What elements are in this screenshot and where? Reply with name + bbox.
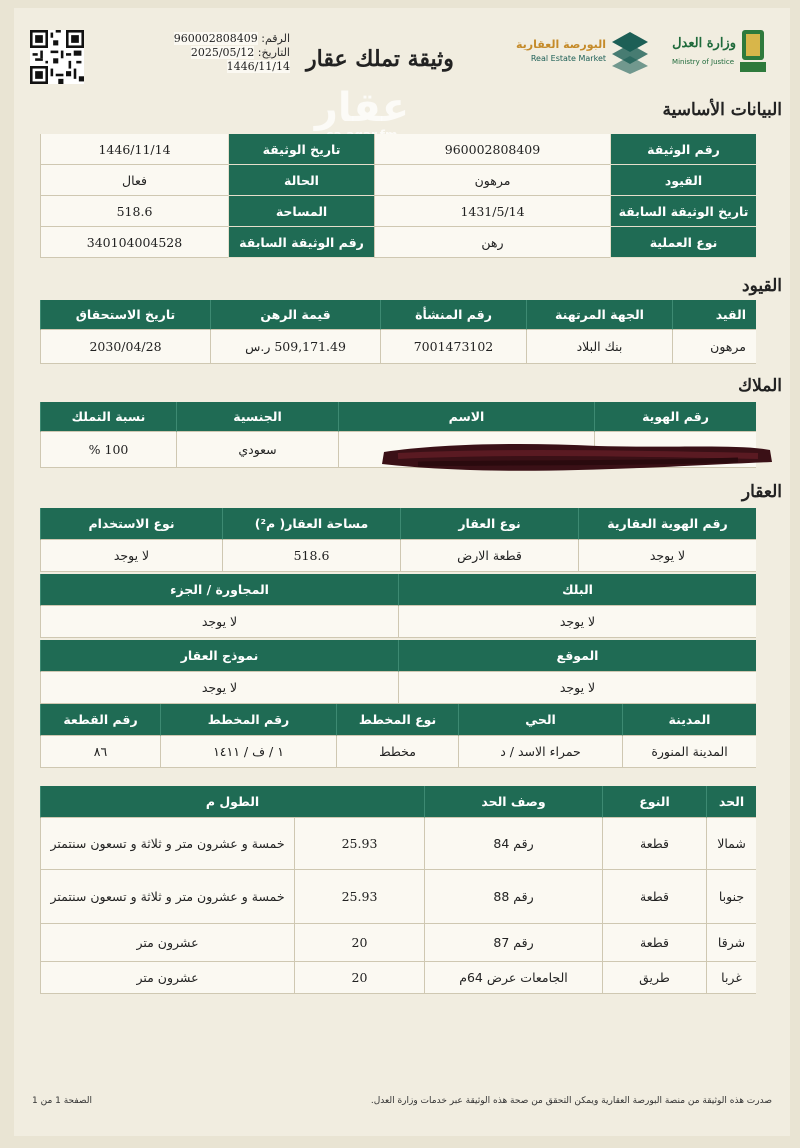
qr-code-icon (30, 30, 84, 84)
border-length: 20 (294, 924, 424, 962)
border-length-words: عشرون متر (40, 962, 294, 994)
border-desc: رقم 84 (424, 818, 602, 870)
ministry-logo-en: Ministry of Justice (672, 58, 734, 66)
border-type: طريق (602, 962, 706, 994)
border-type: قطعة (602, 924, 706, 962)
model-value: لا يوجد (40, 672, 398, 704)
border-side: جنوبا (706, 870, 756, 924)
plan-cell: المدينة المنورة (622, 736, 756, 768)
location-value: لا يوجد (398, 672, 756, 704)
owners-header: نسبة التملك (40, 402, 176, 432)
property-cell: 518.6 (222, 540, 400, 572)
model-label: نموذج العقار (40, 640, 398, 672)
basic-value: فعال (40, 165, 228, 196)
basic-value: 960002808409 (374, 134, 610, 165)
real-estate-logo-ar: البورصة العقارية (515, 38, 606, 51)
restrictions-header: القيد (672, 300, 756, 330)
property-heading: العقار (741, 482, 782, 502)
property-cell: قطعة الارض (400, 540, 578, 572)
watermark-text: عقار (314, 85, 410, 131)
border-side: غربا (706, 962, 756, 994)
basic-label: نوع العملية (610, 227, 756, 258)
page-number: الصفحة 1 من 1 (32, 1096, 92, 1106)
basic-value: 1446/11/14 (40, 134, 228, 165)
block-value: لا يوجد (398, 606, 756, 638)
owners-heading: الملاك (738, 376, 782, 396)
document-page (14, 8, 790, 1136)
meta-date-label: التاريخ: (257, 46, 290, 59)
meta-number-label: الرقم: (261, 32, 290, 45)
restrictions-cell: 7001473102 (380, 330, 526, 364)
real-estate-logo-icon (610, 30, 650, 74)
meta-date-gregorian: 2025/05/12 (190, 46, 255, 59)
border-desc: الجامعات عرض 64م (424, 962, 602, 994)
plan-header: نوع المخطط (336, 704, 458, 736)
borders-header: الطول م (40, 786, 424, 818)
restrictions-header: رقم المنشأة (380, 300, 526, 330)
owner-nationality-cell: سعودي (176, 432, 338, 468)
basic-label: القيود (610, 165, 756, 196)
borders-header: وصف الحد (424, 786, 602, 818)
restrictions-cell: بنك البلاد (526, 330, 672, 364)
restrictions-cell: مرهون (672, 330, 756, 364)
redaction-mark (378, 434, 776, 478)
border-length: 25.93 (294, 870, 424, 924)
plan-cell: حمراء الاسد / د (458, 736, 622, 768)
border-length-words: عشرون متر (40, 924, 294, 962)
basic-value: مرهون (374, 165, 610, 196)
restrictions-cell: 509,171.49 ر.س (210, 330, 380, 364)
property-header: مساحة العقار( م²) (222, 508, 400, 540)
border-length: 25.93 (294, 818, 424, 870)
border-desc: رقم 88 (424, 870, 602, 924)
basic-value: 1431/5/14 (374, 196, 610, 227)
restrictions-header: الجهة المرتهنة (526, 300, 672, 330)
border-type: قطعة (602, 818, 706, 870)
location-label: الموقع (398, 640, 756, 672)
property-cell: لا يوجد (40, 540, 222, 572)
borders-header: النوع (602, 786, 706, 818)
basic-value: 518.6 (40, 196, 228, 227)
ministry-logo-ar: وزارة العدل (672, 36, 736, 51)
basic-label: رقم الوثيقة (610, 134, 756, 165)
property-header: نوع العقار (400, 508, 578, 540)
border-side: شرقا (706, 924, 756, 962)
border-length: 20 (294, 962, 424, 994)
border-length-words: خمسة و عشرون متر و ثلاثة و تسعون سنتمتر (40, 870, 294, 924)
real-estate-logo-en: Real Estate Market (530, 54, 606, 63)
border-type: قطعة (602, 870, 706, 924)
footer-note: صدرت هذه الوثيقة من منصة البورصة العقارية ويمكن التحقق من صحة هذه الوثيقة عبر خدمات وزارة العدل. (370, 1096, 772, 1106)
real-estate-market-logo (510, 30, 650, 74)
neighbor-value: لا يوجد (40, 606, 398, 638)
basic-label: رقم الوثيقة السابقة (228, 227, 374, 258)
plan-header: رقم القطعة (40, 704, 160, 736)
basic-value: رهن (374, 227, 610, 258)
property-cell: لا يوجد (578, 540, 756, 572)
restrictions-header: تاريخ الاستحقاق (40, 300, 210, 330)
restrictions-header: قيمة الرهن (210, 300, 380, 330)
document-meta (140, 32, 290, 74)
owners-header: الاسم (338, 402, 594, 432)
plan-header: الحي (458, 704, 622, 736)
plan-header: المدينة (622, 704, 756, 736)
neighbor-label: المجاورة / الجزء (40, 574, 398, 606)
basic-label: تاريخ الوثيقة (228, 134, 374, 165)
ministry-emblem-icon (738, 26, 768, 76)
property-header: رقم الهوية العقارية (578, 508, 756, 540)
basic-label: الحالة (228, 165, 374, 196)
restrictions-cell: 2030/04/28 (40, 330, 210, 364)
property-header: نوع الاستخدام (40, 508, 222, 540)
basic-label: تاريخ الوثيقة السابقة (610, 196, 756, 227)
owner-share-cell: 100 % (40, 432, 176, 468)
basic-value: 340104004528 (40, 227, 228, 258)
border-length-words: خمسة و عشرون متر و ثلاثة و تسعون سنتمتر (40, 818, 294, 870)
borders-header: الحد (706, 786, 756, 818)
document-title: وثيقة تملك عقار (306, 46, 454, 72)
border-side: شمالا (706, 818, 756, 870)
owners-header: رقم الهوية (594, 402, 756, 432)
meta-date-hijri: 1446/11/14 (226, 60, 290, 73)
plan-cell: ١ / ف / ١٤١١ (160, 736, 336, 768)
ministry-of-justice-logo (658, 26, 768, 78)
plan-cell: ٨٦ (40, 736, 160, 768)
basic-label: المساحة (228, 196, 374, 227)
basic-data-heading: البيانات الأساسية (662, 100, 782, 120)
plan-header: رقم المخطط (160, 704, 336, 736)
plan-cell: مخطط (336, 736, 458, 768)
border-desc: رقم 87 (424, 924, 602, 962)
meta-number: 960002808409 (173, 32, 258, 45)
block-label: البلك (398, 574, 756, 606)
owners-header: الجنسية (176, 402, 338, 432)
restrictions-heading: القيود (742, 276, 782, 296)
